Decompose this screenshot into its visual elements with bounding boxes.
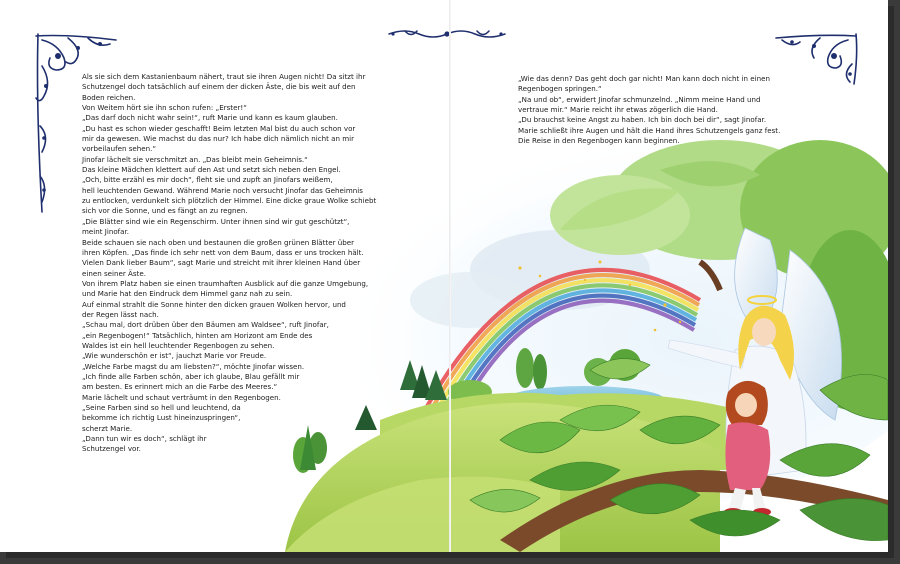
corner-ornament-top-right bbox=[772, 26, 864, 86]
left-page-text-line: meint Jinofar. bbox=[82, 227, 130, 237]
left-page-text-line: sich vor die Sonne, und es fängt an zu regnen. bbox=[82, 206, 248, 216]
girl-face bbox=[735, 393, 757, 417]
left-page-text-line: „Schau mal, dort drüben über den Bäumen am Waldsee“, ruft Jinofar, bbox=[82, 320, 329, 330]
left-page-text-line: Auf einmal strahlt die Sonne hinter den dicken grauen Wolken hervor, und bbox=[82, 299, 346, 309]
left-page-text-line: der Regen lässt nach. bbox=[82, 309, 159, 319]
right-page-text bbox=[518, 74, 780, 146]
left-page-text-line: „Wie wunderschön er ist“, jauchzt Marie vor Freude. bbox=[82, 351, 267, 361]
left-page-text-line: Das kleine Mädchen klettert auf den Ast und setzt sich neben den Engel. bbox=[82, 165, 341, 175]
left-page-text-line: „Das darf doch nicht wahr sein!“, ruft Marie und kann es kaum glauben. bbox=[82, 113, 338, 123]
left-page-text-line: Jinofar lächelt sie verschmitzt an. „Das bleibt mein Geheimnis.“ bbox=[82, 154, 308, 164]
left-page-text bbox=[82, 72, 376, 455]
top-center-ornament bbox=[385, 26, 509, 42]
left-page-text-line: Boden reichen. bbox=[82, 92, 136, 102]
left-page-text-line: „Ich finde alle Farben schön, aber ich glaube, Blau gefällt mir bbox=[82, 371, 300, 381]
left-page-text-line: „Och, bitte erzähl es mir doch“, fleht sie und zupft an Jinofars weißem, bbox=[82, 175, 333, 185]
left-page-text-line: „Du hast es schon wieder geschafft! Beim letzten Mal bist du auch schon vor bbox=[82, 123, 356, 133]
left-page-text-line: „Die Blätter sind wie ein Regenschirm. Unter ihnen sind wir gut geschützt“, bbox=[82, 216, 350, 226]
left-page-text-line: „ein Regenbogen!“ Tatsächlich, hinten am Horizont am Ende des bbox=[82, 330, 313, 340]
left-page-text-line: einen seiner Äste. bbox=[82, 268, 146, 278]
page-gutter bbox=[449, 0, 451, 552]
right-page-text-line: „Wie das denn? Das geht doch gar nicht! Man kann doch nicht in einen bbox=[518, 74, 770, 83]
left-page-text-line: scherzt Marie. bbox=[82, 423, 133, 433]
right-page-text-line: Marie schließt ihre Augen und hält die Hand ihres Schutzengels ganz fest. bbox=[518, 125, 781, 135]
left-page-text-line: Schutzengel vor. bbox=[82, 444, 141, 454]
right-page-text-line: vertraue mir.“ Marie reicht ihr etwas zögerlich die Hand. bbox=[518, 105, 718, 115]
left-page-text-line: Waldes ist ein hell leuchtender Regenbogen zu sehen. bbox=[82, 340, 275, 350]
left-page-text-line: bekomme ich richtig Lust hineinzuspringen“, bbox=[82, 413, 241, 423]
left-page-text-line: vorbeilaufen sehen.“ bbox=[82, 144, 157, 154]
right-page-text-line: Die Reise in den Regenbogen kann beginnen. bbox=[518, 136, 680, 146]
left-page-text-line: zu entlocken, verdunkelt sich plötzlich der Himmel. Eine dicke graue Wolke schiebt bbox=[82, 196, 377, 206]
left-page-text-line: Von Weitem hört sie ihn schon rufen: „Erster!“ bbox=[82, 103, 247, 113]
left-page-text-line: „Welche Farbe magst du am liebsten?“, möchte Jinofar wissen. bbox=[82, 361, 305, 371]
right-page-text-line: „Du brauchst keine Angst zu haben. Ich bin doch bei dir“, sagt Jinofar. bbox=[518, 115, 767, 125]
left-page-text-line: „Seine Farben sind so hell und leuchtend, da bbox=[82, 403, 241, 412]
left-page-text-line: Als sie sich dem Kastanienbaum nähert, traut sie ihren Augen nicht! Da sitzt ihr bbox=[82, 72, 366, 81]
left-page-text-line: „Dann tun wir es doch“, schlägt ihr bbox=[82, 434, 207, 444]
left-page-text-line: Vielen Dank lieber Baum“, sagt Marie und streicht mit ihrer kleinen Hand über bbox=[82, 258, 361, 268]
left-page-text-line: Von ihrem Platz haben sie einen traumhaften Ausblick auf die ganze Umgebung, bbox=[82, 278, 369, 288]
left-page-text-line: und Marie hat den Eindruck dem Himmel ganz nah zu sein. bbox=[82, 289, 293, 299]
right-page-text-line: „Na und ob“, erwidert Jinofar schmunzelnd. „Nimm meine Hand und bbox=[518, 94, 761, 104]
left-page-text-line: Schutzengel doch tatsächlich auf einem der dicken Äste, die bis weit auf den bbox=[82, 82, 356, 92]
angel-face bbox=[752, 318, 776, 346]
girl-dress bbox=[725, 422, 770, 490]
left-page-text-line: ihren Köpfen. „Das finde ich sehr nett von dem Baum, dass er uns trocken hält. bbox=[82, 247, 364, 257]
right-page-text-line: Regenbogen springen.“ bbox=[518, 84, 602, 94]
left-page-text-line: hell leuchtenden Gewand. Während Marie noch versucht Jinofar das Geheimnis bbox=[82, 185, 363, 195]
left-page-text-line: mir da gewesen. Wie machst du das nur? Ich habe dich nämlich nicht an mir bbox=[82, 134, 355, 144]
left-page-text-line: Marie lächelt und schaut verträumt in den Regenbogen. bbox=[82, 392, 281, 402]
left-page-text-line: am besten. Es erinnert mich an die Farbe des Meeres.“ bbox=[82, 382, 278, 392]
left-page-text-line: Beide schauen sie nach oben und bestaunen die großen grünen Blätter über bbox=[82, 237, 355, 247]
